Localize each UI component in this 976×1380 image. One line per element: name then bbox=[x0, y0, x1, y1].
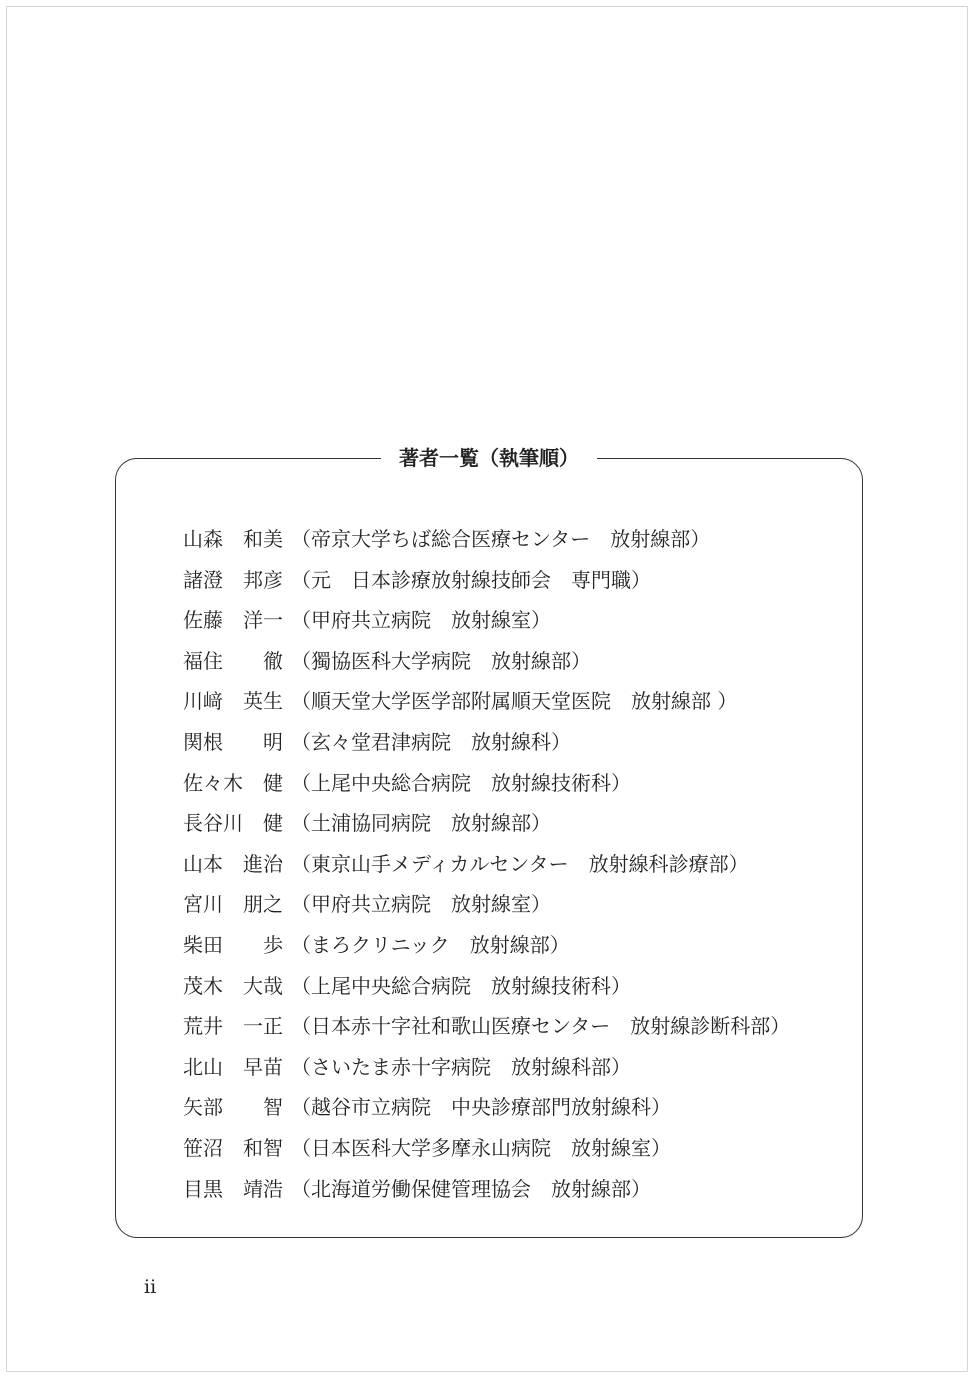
author-affiliation: （元 日本診療放射線技師会 専門職） bbox=[291, 567, 651, 592]
box-title: 著者一覧（執筆順） bbox=[381, 445, 597, 471]
author-list bbox=[183, 519, 790, 1209]
author-name: 北山 早苗 bbox=[183, 1054, 283, 1079]
page bbox=[6, 6, 968, 1372]
author-row bbox=[183, 1169, 790, 1210]
page-number: ii bbox=[144, 1276, 157, 1298]
author-name: 柴田 歩 bbox=[183, 932, 283, 957]
author-affiliation: （北海道労働保健管理協会 放射線部） bbox=[291, 1176, 651, 1201]
author-affiliation: （さいたま赤十字病院 放射線科部） bbox=[291, 1054, 631, 1079]
author-name: 佐々木 健 bbox=[183, 770, 283, 795]
author-affiliation: （上尾中央総合病院 放射線技術科） bbox=[291, 973, 631, 998]
author-row bbox=[183, 1087, 790, 1128]
author-affiliation: （土浦協同病院 放射線部） bbox=[291, 811, 551, 836]
author-row bbox=[183, 1006, 790, 1047]
author-name: 佐藤 洋一 bbox=[183, 608, 283, 633]
author-row bbox=[183, 884, 790, 925]
author-affiliation: （日本医科大学多摩永山病院 放射線室） bbox=[291, 1135, 671, 1160]
author-row bbox=[183, 803, 790, 844]
author-row bbox=[183, 560, 790, 601]
author-row bbox=[183, 519, 790, 560]
author-name: 笹沼 和智 bbox=[183, 1135, 283, 1160]
author-name: 川﨑 英生 bbox=[183, 689, 283, 714]
author-affiliation: （越谷市立病院 中央診療部門放射線科） bbox=[291, 1095, 671, 1120]
author-affiliation: （日本赤十字社和歌山医療センター 放射線診断科部） bbox=[291, 1014, 791, 1039]
author-name: 長谷川 健 bbox=[183, 811, 283, 836]
author-affiliation: （甲府共立病院 放射線室） bbox=[291, 892, 551, 917]
author-name: 関根 明 bbox=[183, 729, 283, 754]
author-affiliation: （まろクリニック 放射線部） bbox=[291, 932, 570, 957]
author-row bbox=[183, 722, 790, 763]
author-list-box bbox=[115, 446, 863, 1238]
author-name: 山森 和美 bbox=[183, 527, 283, 551]
author-name: 茂木 大哉 bbox=[183, 973, 283, 998]
author-affiliation: （東京山手メディカルセンター 放射線科診療部） bbox=[291, 851, 749, 876]
author-affiliation: （玄々堂君津病院 放射線科） bbox=[291, 729, 571, 754]
author-affiliation: （上尾中央総合病院 放射線技術科） bbox=[291, 770, 631, 795]
author-row bbox=[183, 600, 790, 641]
author-name: 山本 進治 bbox=[183, 851, 283, 876]
author-name: 福住 徹 bbox=[183, 648, 283, 673]
author-row bbox=[183, 925, 790, 966]
author-row bbox=[183, 763, 790, 804]
author-row bbox=[183, 1047, 790, 1088]
author-row bbox=[183, 641, 790, 682]
author-affiliation: （甲府共立病院 放射線室） bbox=[291, 608, 551, 633]
author-name: 矢部 智 bbox=[183, 1095, 283, 1120]
author-name: 目黒 靖浩 bbox=[183, 1176, 283, 1201]
author-row bbox=[183, 1128, 790, 1169]
author-row bbox=[183, 844, 790, 885]
author-affiliation: （順天堂大学医学部附属順天堂医院 放射線部 ） bbox=[291, 689, 738, 714]
author-affiliation: （獨協医科大学病院 放射線部） bbox=[291, 648, 591, 673]
author-name: 宮川 朋之 bbox=[183, 892, 283, 917]
author-name: 諸澄 邦彦 bbox=[183, 567, 283, 592]
author-affiliation: （帝京大学ちば総合医療センター 放射線部） bbox=[291, 527, 711, 551]
author-row bbox=[183, 681, 790, 722]
author-name: 荒井 一正 bbox=[183, 1014, 283, 1039]
author-row bbox=[183, 966, 790, 1007]
